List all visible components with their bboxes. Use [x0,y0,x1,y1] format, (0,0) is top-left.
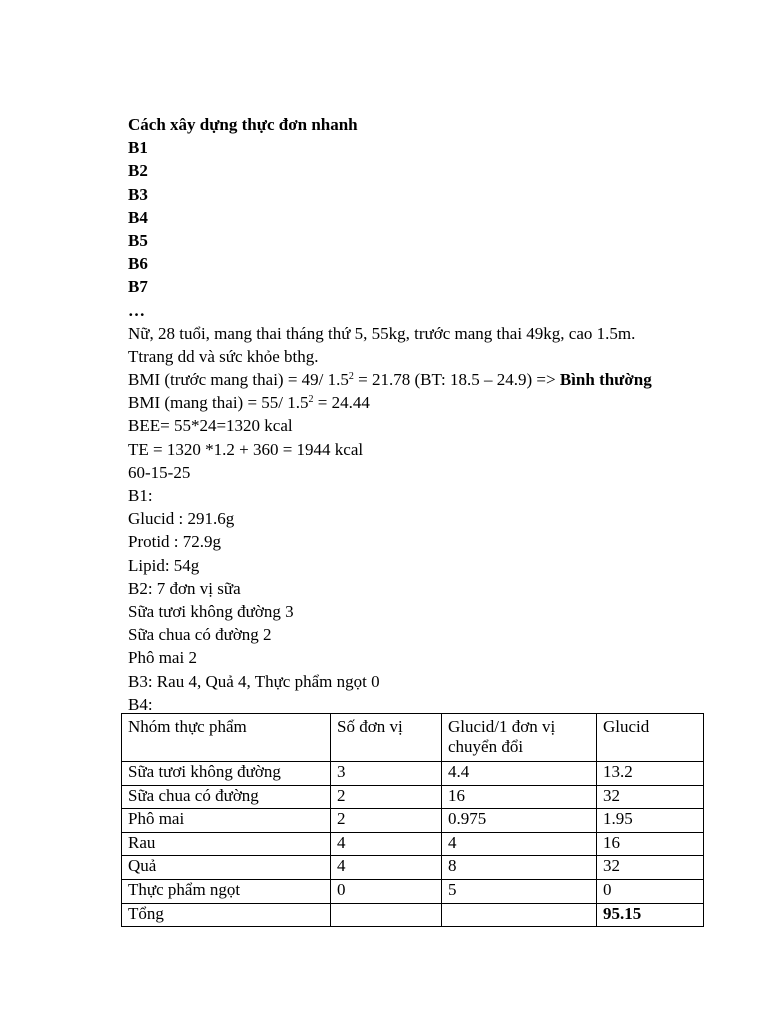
b4-label: B4: [128,694,153,714]
b1-label: B1: [128,486,153,505]
bmi-preg-suffix: = 24.44 [313,393,370,413]
table-cell: 0 [597,879,704,903]
b2-item-yogurt: Sữa chua có đường 2 [128,625,272,645]
table-row [122,762,704,786]
table-cell: Phô mai [122,809,331,833]
bmi-preg-exponent: 2 [308,394,314,406]
case-description: Nữ, 28 tuổi, mang thai tháng thứ 5, 55kg, trước mang thai 49kg, cao 1.5m. [128,323,636,343]
table-header-cell: Nhóm thực phẩm [122,714,331,762]
bee-formula: BEE= 55*24=1320 kcal [128,416,293,436]
b1-lipid: Lipid: 54g [128,555,200,575]
bmi-before-exponent: 2 [348,371,354,383]
table-header-cell: Số đơn vị [331,714,442,762]
macro-ratio: 60-15-25 [128,462,191,482]
step-label-b5: B5 [128,230,148,250]
te-formula: TE = 1320 *1.2 + 360 = 1944 kcal [128,439,364,459]
table-cell: 13.2 [597,762,704,786]
table-cell: 32 [597,785,704,809]
bmi-before-prefix: BMI (trước mang thai) = 49/ 1.5 [128,370,349,390]
table-cell: 2 [331,785,442,809]
table-cell: 1.95 [597,809,704,833]
table-cell: 4 [331,832,442,856]
table-cell: 5 [442,879,597,903]
table-cell: 2 [331,809,442,833]
bmi-pregnancy [128,391,728,414]
table-row [122,879,704,903]
table-cell: Rau [122,832,331,856]
b1-glucid: Glucid : 291.6g [128,509,235,529]
table-cell: 32 [597,856,704,880]
step-label-b1: B1 [128,138,148,158]
b2-item-cheese: Phô mai 2 [128,648,197,668]
b1-protid: Protid : 72.9g [128,532,222,552]
table-cell: 3 [331,762,442,786]
table-header-cell: Glucid [597,714,704,762]
document-body [128,113,728,716]
table-row [122,832,704,856]
table-cell: 4 [331,856,442,880]
table-cell [442,903,597,927]
table-cell: Quả [122,856,331,880]
step-label-b2: B2 [128,161,148,181]
table-total-row [122,903,704,927]
case-status: Ttrang dd và sức khỏe bthg. [128,346,319,366]
table-header-cell: Glucid/1 đơn vị chuyển đổi [442,714,597,762]
b2-item-fresh-milk: Sữa tươi không đường 3 [128,601,294,621]
bmi-before-suffix: = 21.78 (BT: 18.5 – 24.9) => [353,370,560,390]
table-row [122,809,704,833]
table-cell: Sữa tươi không đường [122,762,331,786]
glucid-table [121,713,704,927]
table-cell: Sữa chua có đường [122,785,331,809]
table-cell: 4.4 [442,762,597,786]
step-label-b7: B7 [128,277,148,297]
table-cell: 16 [442,785,597,809]
table-cell: 8 [442,856,597,880]
table-cell [331,903,442,927]
table-cell: 16 [597,832,704,856]
bmi-before-pregnancy [128,368,728,391]
table-total-value: 95.15 [597,903,704,927]
step-label-b3: B3 [128,184,148,204]
table-cell: 0 [331,879,442,903]
table-header-row [122,714,704,762]
bmi-preg-prefix: BMI (mang thai) = 55/ 1.5 [128,393,309,413]
step-ellipsis: … [128,300,145,320]
table-cell: Thực phẩm ngọt [122,879,331,903]
table-row [122,785,704,809]
table-cell: 0.975 [442,809,597,833]
step-label-b4: B4 [128,207,148,227]
table-row [122,856,704,880]
table-total-label: Tổng [122,903,331,927]
b3-line: B3: Rau 4, Quả 4, Thực phẩm ngọt 0 [128,671,380,691]
bmi-before-result: Bình thường [559,370,652,390]
document-title: Cách xây dựng thực đơn nhanh [128,115,358,134]
step-label-b6: B6 [128,254,148,274]
b2-label: B2: 7 đơn vị sữa [128,578,241,598]
table-cell: 4 [442,832,597,856]
